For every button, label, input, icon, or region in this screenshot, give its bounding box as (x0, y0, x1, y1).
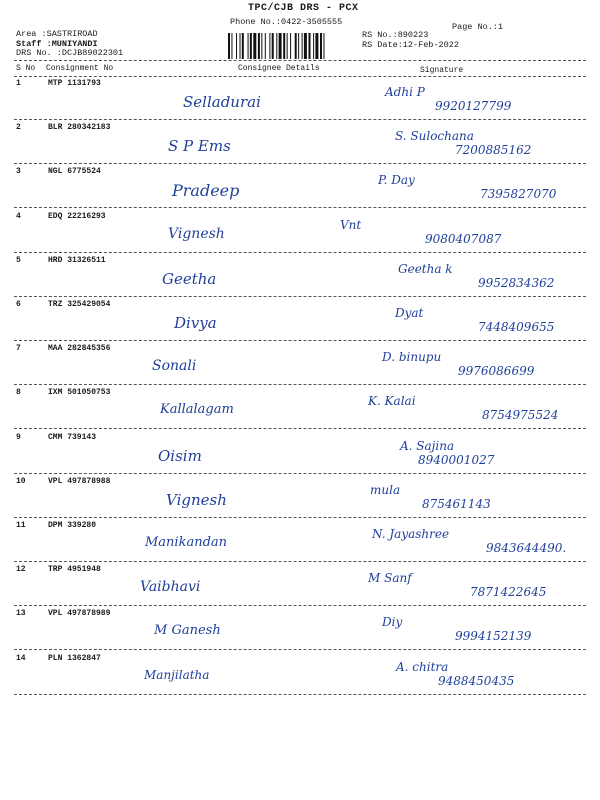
barcode-image (228, 33, 358, 59)
row-phone-handwriting: 7200885162 (455, 143, 532, 158)
row-consignment-no: IXM 501050753 (48, 388, 111, 398)
row-consignment-no: BLR 280342183 (48, 123, 111, 133)
row-consignee-handwriting: Kallalagam (160, 402, 234, 418)
row-sno: 1 (16, 79, 21, 88)
row-consignee-handwriting: S P Ems (168, 137, 231, 156)
area-label: Area :SASTRIROAD (16, 29, 98, 39)
row-sno: 13 (16, 609, 26, 619)
row-divider (14, 605, 586, 606)
row-consignment-no: CMM 739143 (48, 432, 97, 442)
row-phone-handwriting: 9920127799 (435, 99, 512, 113)
row-signature-handwriting: M Sanf (368, 571, 412, 586)
row-consignment-no: EDQ 22216293 (48, 211, 106, 221)
row-sno: 3 (16, 167, 21, 177)
row-phone-handwriting: 9976086699 (458, 364, 535, 379)
row-signature-handwriting: Adhi P (385, 85, 425, 99)
row-signature-handwriting: K. Kalai (368, 394, 416, 409)
column-signature: Signature (420, 66, 464, 75)
row-sno: 8 (16, 388, 21, 398)
row-consignment-no: VPL 497878989 (48, 609, 111, 619)
row-phone-handwriting: 9080407087 (425, 231, 502, 246)
row-signature-handwriting: A. Sajina (400, 438, 455, 453)
row-divider (14, 384, 586, 385)
row-consignment-no: MAA 282845356 (48, 344, 111, 354)
row-signature-handwriting: Diy (382, 615, 403, 630)
row-sno: 7 (16, 344, 21, 354)
row-divider (14, 207, 586, 208)
row-consignee-handwriting: Vignesh (168, 225, 225, 242)
column-consignment: Consignment No (46, 64, 114, 73)
row-consignment-no: TRP 4951948 (48, 565, 101, 575)
row-consignee-handwriting: Vaibhavi (140, 579, 201, 596)
row-sno: 12 (16, 565, 26, 575)
row-phone-handwriting: 9488450435 (438, 673, 515, 688)
page-number: Page No.:1 (452, 22, 504, 32)
row-signature-handwriting: Geetha k (398, 261, 453, 276)
document-title: TPC/CJB DRS - PCX (248, 3, 359, 14)
column-divider (14, 76, 586, 77)
row-consignment-no: DPM 339280 (48, 521, 97, 530)
row-consignee-handwriting: Geetha (162, 269, 217, 288)
row-consignment-no: NGL 6775524 (48, 167, 101, 177)
row-divider (14, 252, 586, 253)
row-phone-handwriting: 875461143 (422, 496, 491, 511)
row-consignee-handwriting: Sonali (152, 358, 197, 375)
row-signature-handwriting: mula (370, 482, 401, 497)
rs-number: RS No.:890223 (362, 30, 429, 40)
row-signature-handwriting: Vnt (340, 217, 362, 232)
row-sno: 14 (16, 653, 26, 663)
column-consignee: Consignee Details (238, 64, 320, 73)
row-divider (14, 694, 586, 695)
row-signature-handwriting: S. Sulochana (395, 129, 474, 144)
row-divider (14, 340, 586, 341)
row-consignee-handwriting: M Ganesh (154, 623, 221, 639)
row-consignee-handwriting: Vignesh (166, 490, 227, 509)
row-divider (14, 296, 586, 297)
row-consignee-handwriting: Selladurai (183, 93, 261, 111)
row-divider (14, 163, 586, 164)
row-divider (14, 517, 586, 518)
row-signature-handwriting: P. Day (378, 173, 415, 188)
row-signature-handwriting: Dyat (395, 306, 424, 320)
row-sno: 9 (16, 432, 21, 442)
row-sno: 5 (16, 255, 21, 265)
row-consignee-handwriting: Oisim (158, 446, 202, 465)
row-consignment-no: PLN 1362847 (48, 653, 101, 663)
row-consignee-handwriting: Divya (174, 314, 217, 332)
row-sno: 11 (16, 521, 26, 530)
row-phone-handwriting: 7395827070 (480, 187, 557, 202)
row-consignment-no: HRD 31326511 (48, 255, 106, 265)
drs-number: DRS No. :DCJB89022301 (16, 48, 124, 58)
row-phone-handwriting: 8754975524 (482, 408, 559, 423)
rs-date: RS Date:12-Feb-2022 (362, 40, 459, 50)
row-signature-handwriting: N. Jayashree (372, 527, 450, 541)
staff-label: Staff :MUNIYANDI (16, 39, 98, 49)
row-divider (14, 428, 586, 429)
row-phone-handwriting: 9843644490. (486, 541, 567, 555)
row-phone-handwriting: 7871422645 (470, 585, 547, 600)
row-divider (14, 473, 586, 474)
column-sno: S No (16, 64, 36, 73)
row-sno: 2 (16, 123, 21, 133)
row-consignment-no: VPL 497878988 (48, 476, 111, 486)
row-phone-handwriting: 8940001027 (418, 452, 495, 467)
row-sno: 6 (16, 300, 21, 309)
row-consignee-handwriting: Manikandan (145, 535, 228, 550)
row-consignment-no: MTP 1131793 (48, 79, 101, 88)
phone-number: Phone No.:0422-3505555 (230, 17, 343, 27)
row-signature-handwriting: D. binupu (382, 350, 442, 365)
row-signature-handwriting: A. chitra (396, 659, 449, 674)
row-phone-handwriting: 9952834362 (478, 275, 555, 290)
row-consignment-no: TRZ 325429054 (48, 300, 111, 309)
row-sno: 4 (16, 211, 21, 221)
row-phone-handwriting: 7448409655 (478, 320, 555, 334)
row-divider (14, 561, 586, 562)
row-phone-handwriting: 9994152139 (455, 629, 532, 644)
header-divider (14, 60, 586, 61)
row-consignee-handwriting: Manjilatha (144, 667, 210, 682)
row-divider (14, 119, 586, 120)
row-sno: 10 (16, 476, 26, 486)
row-consignee-handwriting: Pradeep (172, 181, 240, 201)
row-divider (14, 649, 586, 650)
